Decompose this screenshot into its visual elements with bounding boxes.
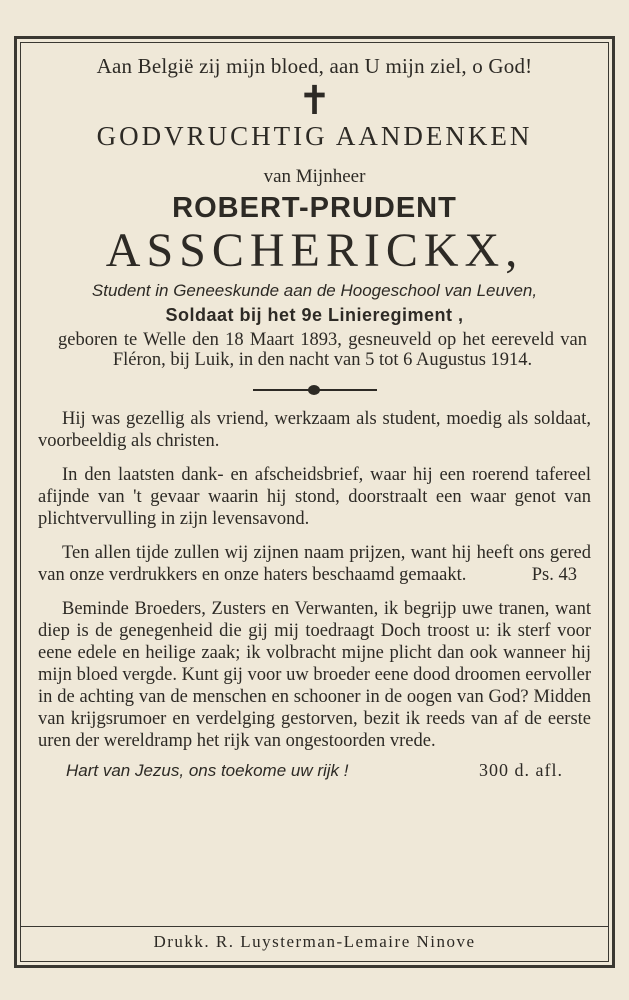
first-names: ROBERT-PRUDENT [172, 192, 457, 224]
paragraph-3-text [38, 542, 591, 586]
card-content [38, 52, 591, 781]
paragraph-1-text: Hij was gezellig als vriend, werkzaam als student, moedig als soldaat, voorbeeldig als christen. [38, 409, 591, 451]
paragraph-2 [38, 464, 591, 530]
ornamental-divider [253, 384, 377, 396]
divider-ornament [308, 385, 320, 395]
paragraph-3-body: Ten allen tijde zullen wij zijnen naam prijzen, want hij heeft ons gered van onze verdrukkers en onze haters beschaamd gemaakt. [38, 543, 591, 585]
student-line: Student in Geneeskunde aan de Hoogeschool van Leuven, [91, 281, 538, 300]
closing-prayer: Hart van Jezus, ons toekome uw rijk ! [66, 761, 349, 780]
latin-cross-icon: ✝ [297, 78, 332, 123]
closing-line [38, 760, 591, 781]
card-title: GODVRUCHTIG AANDENKEN [96, 121, 533, 151]
indulgence-note: 300 d. afl. [479, 760, 563, 780]
psalm-reference: Ps. 43 [531, 565, 577, 585]
soldier-line: Soldaat bij het 9e Linieregiment , [165, 305, 464, 325]
birth-death-text: geboren te Welle den 18 Maart 1893, gesneuveld op het eereveld van Fléron, bij Luik, in den nacht van 5 tot 6 Augustus 1914. [58, 330, 587, 370]
printer-credit: Drukk. R. Luysterman-Lemaire Ninove [153, 932, 476, 951]
footer-rule [20, 926, 609, 927]
paragraph-2-text: In den laatsten dank- en afscheidsbrief, waar hij een roerend tafereel afijnde van 't gevaar waarin hij stond, doorstraalt een waar genot van plichtvervulling in zijn levensavond. [38, 465, 591, 529]
surname: ASSCHERICKX, [105, 224, 524, 277]
paragraph-4 [38, 598, 591, 752]
paragraph-3 [38, 542, 591, 586]
paragraph-1 [38, 408, 591, 452]
motto: Aan België zij mijn bloed, aan U mijn ziel, o God! [96, 54, 533, 78]
paragraph-4-text: Beminde Broeders, Zusters en Verwanten, ik begrijp uwe tranen, want diep is de genegenheid die gij mij toedraagt Doch troost u: ik sterf voor eene edele en heilige zaak; ik volbracht mijne plicht dan ook wanneer hij mijn bloed vergde. Kunt gij voor uw broeder eene dood droomen eervoller in de achting van de menschen en schooner in de oogen van God? Midden van krijgsrumoer en verdelging gestorven, bezit ik reeds van af de eerste uren der wereldramp het rijk van ongestoorden vrede. [38, 599, 591, 751]
honorific: van Mijnheer [263, 166, 366, 187]
